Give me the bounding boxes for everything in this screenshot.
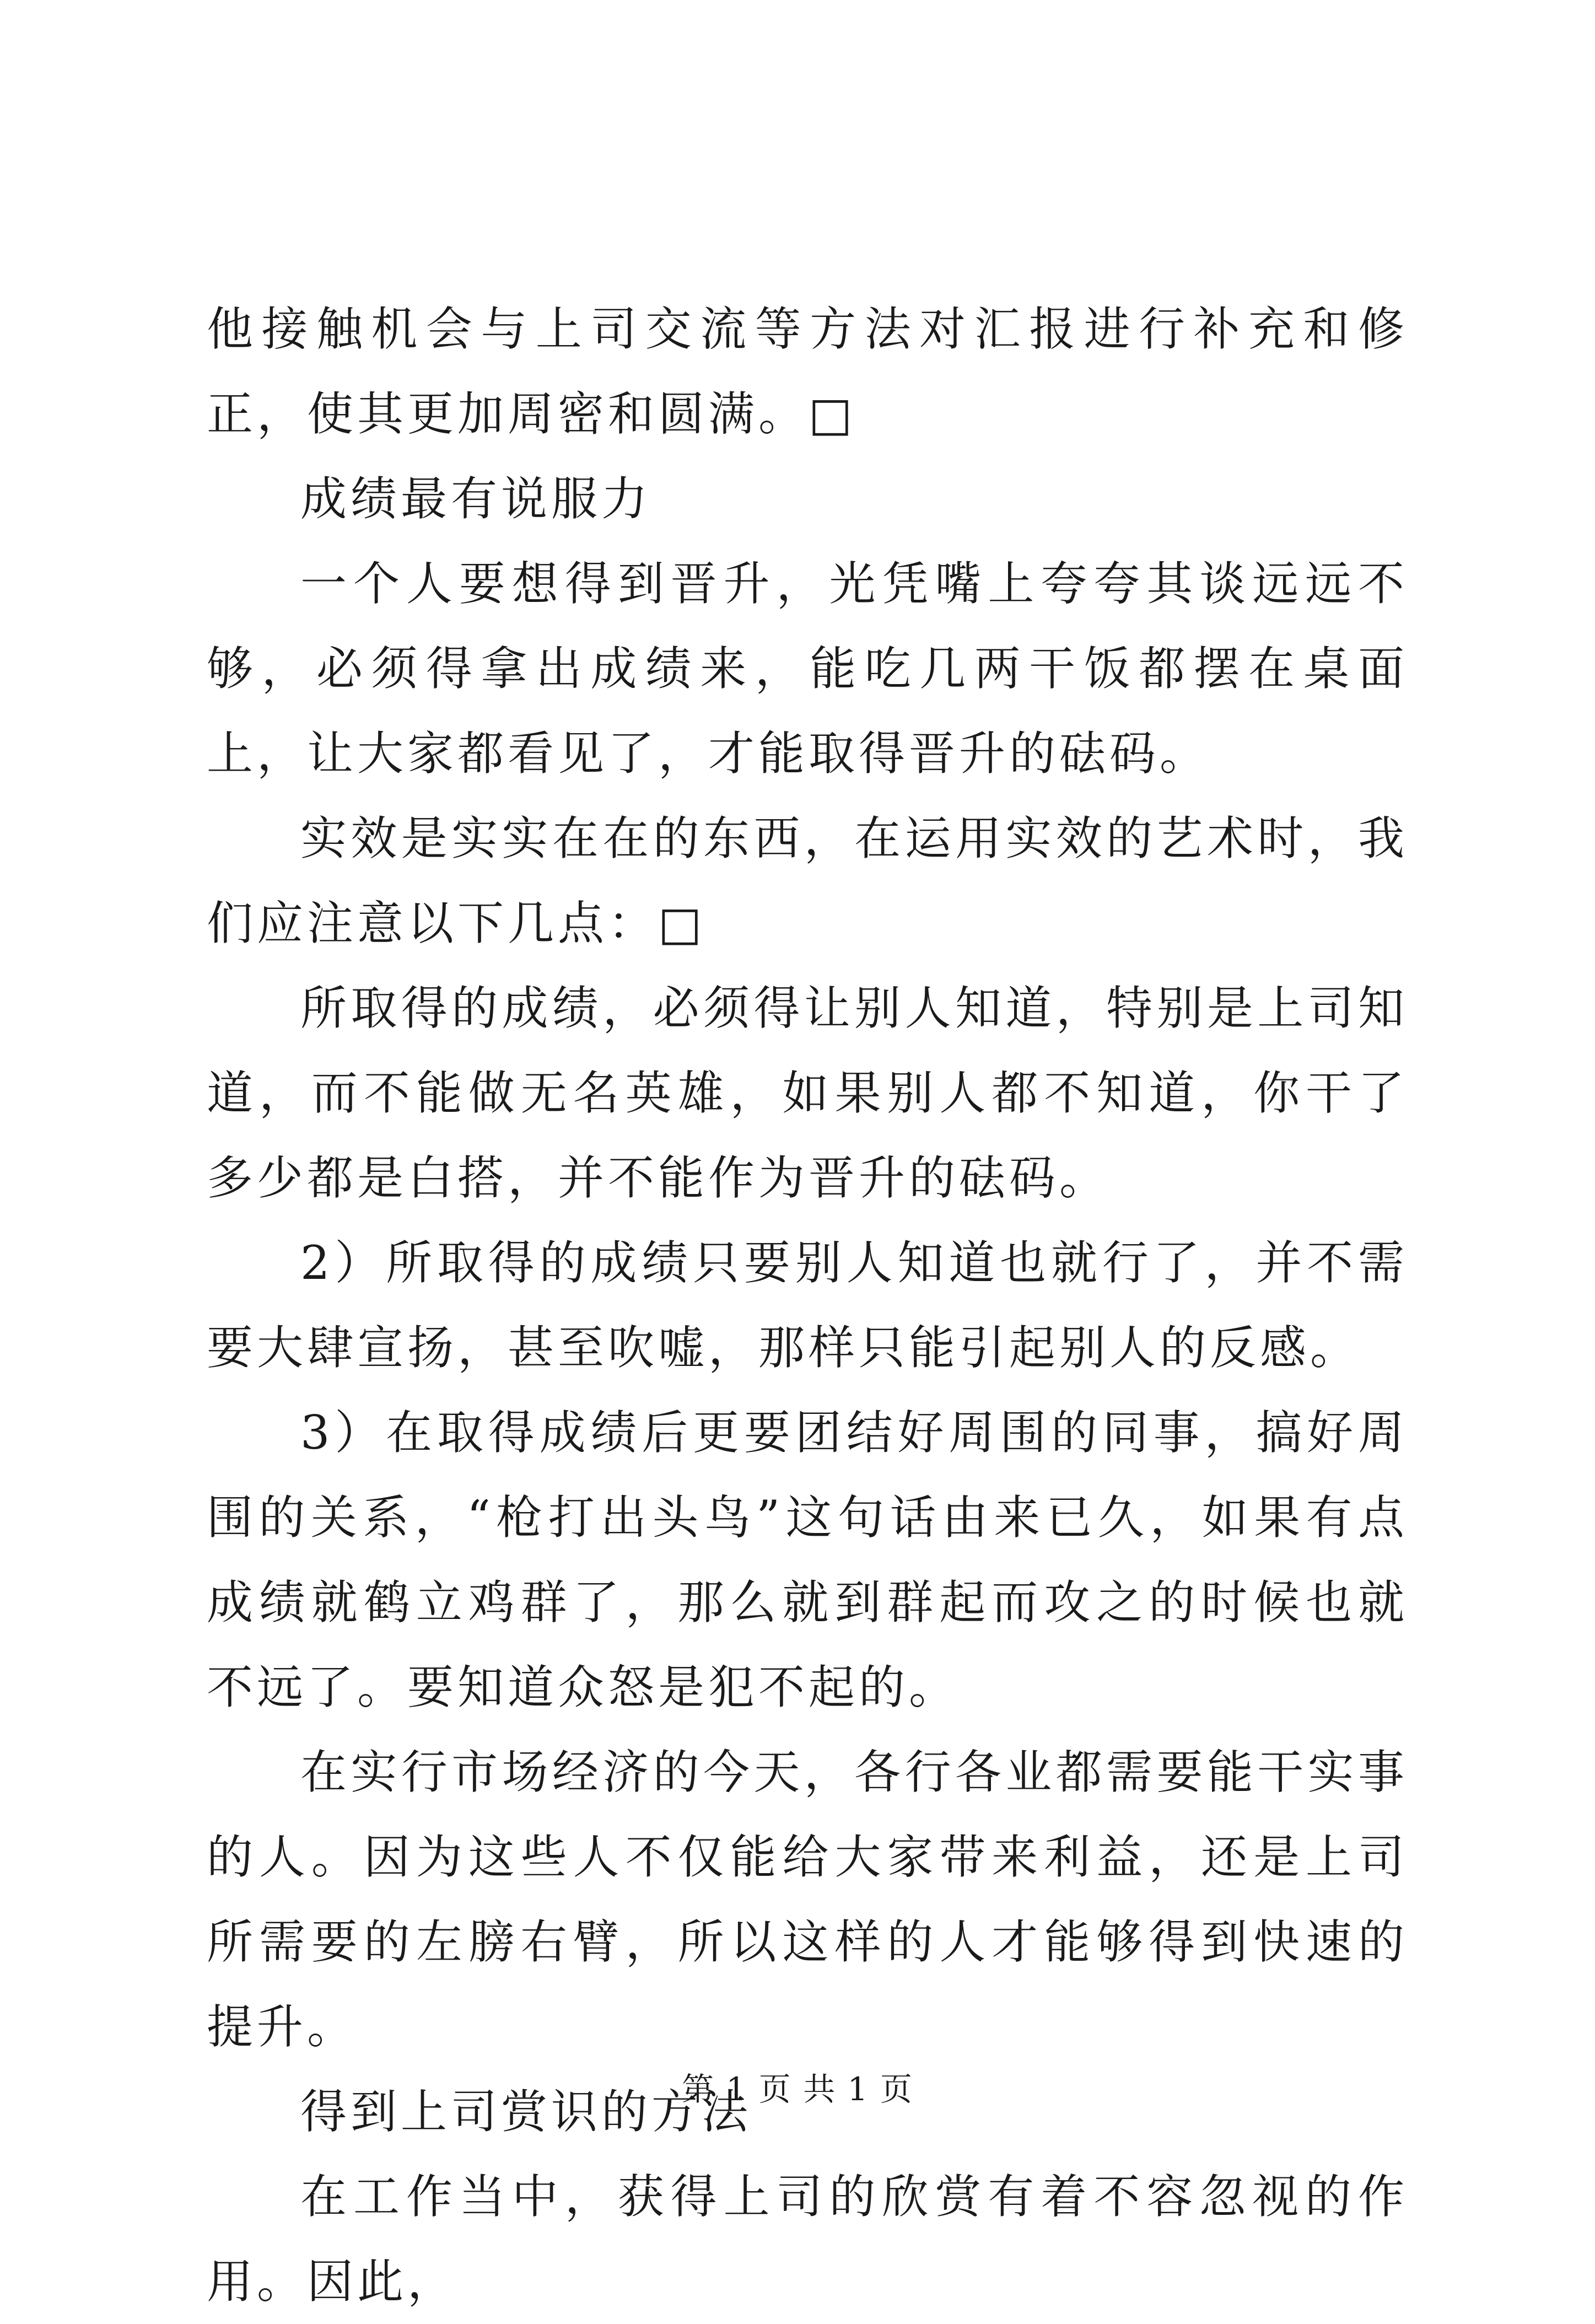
page-footer: 第 1 页 共 1 页 [682, 2070, 913, 2108]
document-body [207, 287, 1408, 2324]
paragraph-3: 一个人要想得到晋升，光凭嘴上夸夸其谈远远不够，必须得拿出成绩来，能吃几两干饭都摆在桌面上，让大家都看见了，才能取得晋升的砝码。 [207, 557, 1408, 781]
paragraph-8: 在实行市场经济的今天，各行各业都需要能干实事的人。因为这些人不仅能给大家带来利益，还是上司所需要的左膀右臂，所以这样的人才能够得到快速的提升。 [207, 1745, 1408, 2054]
section-heading-achievements: 成绩最有说服力 [300, 472, 652, 526]
paragraph-5: 所取得的成绩，必须得让别人知道，特别是上司知道，而不能做无名英雄，如果别人都不知道，你干了多少都是白搭，并不能作为晋升的砝码。 [207, 981, 1408, 1205]
paragraph-10: 在工作当中，获得上司的欣赏有着不容忽视的作用。因此， [207, 2170, 1408, 2309]
paragraph-1: 他接触机会与上司交流等方法对汇报进行补充和修正，使其更加周密和圆满。□ [207, 302, 1408, 441]
section-heading-appreciation: 得到上司赏识的方法 [300, 2085, 752, 2139]
paragraph-4: 实效是实实在在的东西，在运用实效的艺术时，我们应注意以下几点：□ [207, 811, 1408, 950]
paragraph-6: 2）所取得的成绩只要别人知道也就行了，并不需要大肆宣扬，甚至吹嘘，那样只能引起别人的反感。 [207, 1236, 1408, 1375]
paragraph-7: 3）在取得成绩后更要团结好周围的同事，搞好周围的关系，“枪打出头鸟”这句话由来已久，如果有点成绩就鹤立鸡群了，那么就到群起而攻之的时候也就不远了。要知道众怒是犯不起的。 [207, 1406, 1408, 1714]
